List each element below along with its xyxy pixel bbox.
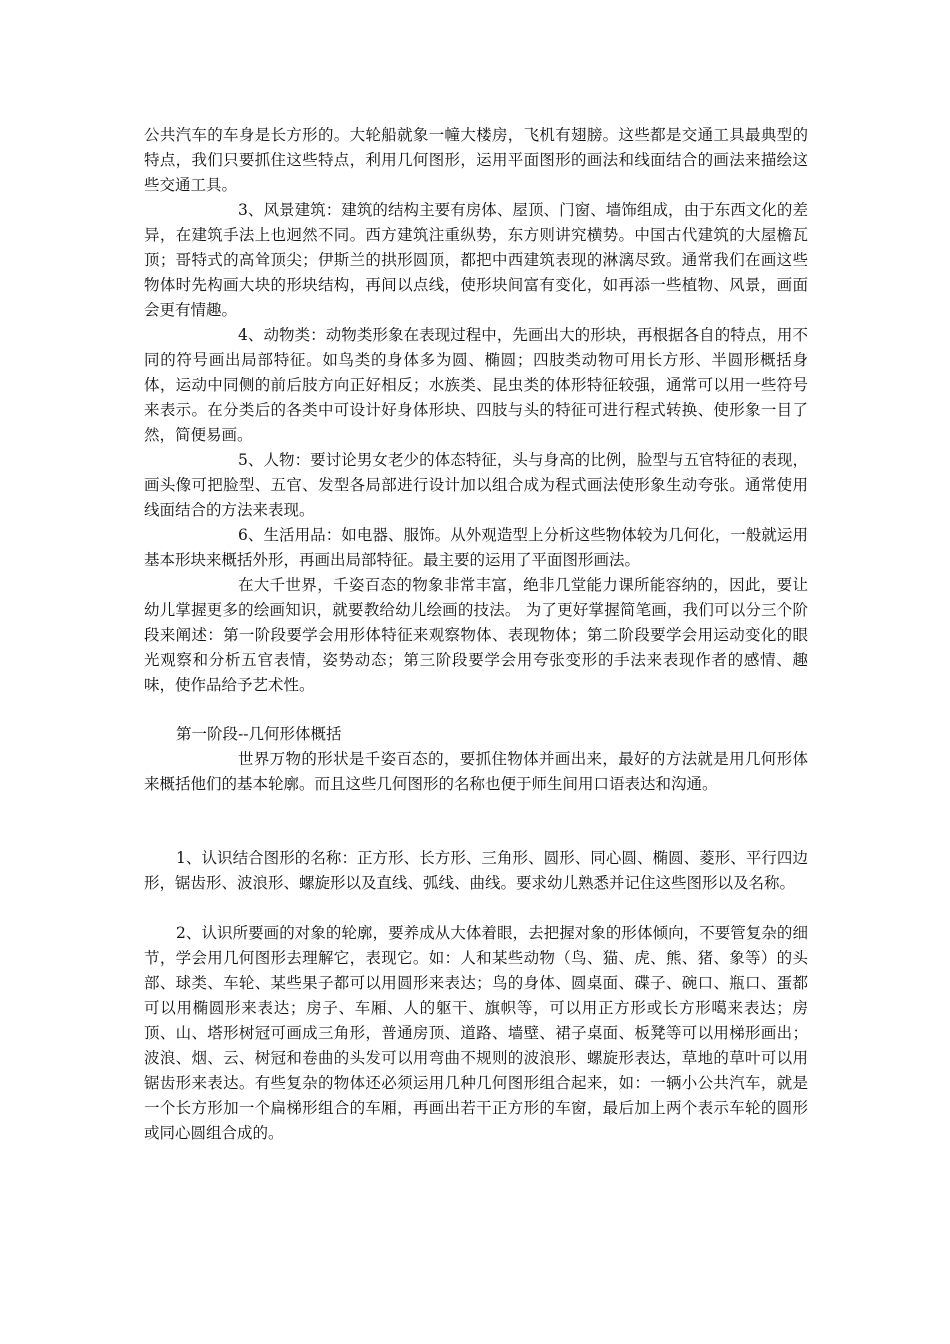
paragraph-architecture: 3、风景建筑：建筑的结构主要有房体、屋顶、门窗、墙饰组成，由于东西文化的差异，在建筑手法上也迥然不同。西方建筑注重纵势，东方则讲究横势。中国古代建筑的大屋檐瓦顶；哥特式的高耸顶尖；伊斯兰的拱形圆顶，都把中西建筑表现的淋漓尽致。通常我们在画这些物体时先构画大块的形块结构，再间以点线，使形块间富有变化，如再添一些植物、风景，画面会更有情趣。	[144, 201, 808, 319]
paragraph-three-stages: 在大千世界，千姿百态的物象非常丰富，绝非几堂能力课所能容纳的，因此，要让幼儿掌握更多的绘画知识，就要教给幼儿绘画的技法。 为了更好掌握简笔画，我们可以分三个阶段来阐述：第一阶段要学会用形体特征来观察物体、表现物体；第二阶段要学会用运动变化的眼光观察和分析五官表情，姿势动态；第三阶段要学会用夸张变形的手法来表现作者的感情、趣味，使作品给予艺术性。	[144, 576, 808, 694]
paragraph-transport: 公共汽车的车身是长方形的。大轮船就象一幢大楼房，飞机有翅膀。这些都是交通工具最典型的特点，我们只要抓住这些特点，利用几何图形，运用平面图形的画法和线面结合的画法来描绘这些交通工具。	[144, 126, 808, 194]
item-shape-names: 1、认识结合图形的名称：正方形、长方形、三角形、圆形、同心圆、椭圆、菱形、平行四边形，锯齿形、波浪形、螺旋形以及直线、弧线、曲线。要求幼儿熟悉并记住这些图形以及名称。	[144, 849, 808, 892]
text-block-categories	[144, 123, 808, 698]
list-item-2	[144, 921, 808, 1146]
item-object-outline: 2、认识所要画的对象的轮廓，要养成从大体着眼，去把握对象的形体倾向，不要管复杂的细节，学会用几何图形去理解它，表现它。如：人和某些动物（鸟、猫、虎、熊、猪、象等）的头部、球类、车轮、某些果子都可以用圆形来表达；鸟的身体、圆桌面、碟子、碗口、瓶口、蛋都可以用椭圆形来表达；房子、车厢、人的躯干、旗帜等，可以用正方形或长方形噶来表达；房顶、山、塔形树冠可画成三角形，普通房顶、道路、墙壁、裙子桌面、板凳等可以用梯形画出；波浪、烟、云、树冠和卷曲的头发可以用弯曲不规则的波浪形、螺旋形表达，草地的草叶可以用锯齿形来表达。有些复杂的物体还必须运用几种几何图形组合起来，如：一辆小公共汽车，就是一个长方形加一个扁梯形组合的车厢，再画出若干正方形的车窗，最后加上两个表示车轮的圆形或同心圆组合成的。	[144, 924, 808, 1142]
list-item-1	[144, 846, 808, 896]
section-heading: 第一阶段--几何形体概括	[176, 725, 342, 743]
paragraph-animals: 4、动物类：动物类形象在表现过程中，先画出大的形块，再根据各自的特点，用不同的符号画出局部特征。如鸟类的身体多为圆、椭圆；四肢类动物可用长方形、半圆形概括身体，运动中同侧的前后肢方向正好相反；水族类、昆虫类的体形特征较强，通常可以用一些符号来表示。在分类后的各类中可设计好身体形块、四肢与头的特征可进行程式转换、使形象一目了然，简便易画。	[144, 326, 808, 444]
section-stage-one	[144, 722, 808, 797]
paragraph-people: 5、人物：要讨论男女老少的体态特征，头与身高的比例，脸型与五官特征的表现，画头像可把脸型、五官、发型各局部进行设计加以组合成为程式画法使形象生动夸张。通常使用线面结合的方法来表现。	[144, 451, 808, 519]
section-intro: 世界万物的形状是千姿百态的，要抓住物体并画出来，最好的方法就是用几何形体来概括他们的基本轮廓。而且这些几何图形的名称也便于师生间用口语表达和沟通。	[144, 750, 808, 793]
paragraph-daily-items: 6、生活用品：如电器、服饰。从外观造型上分析这些物体较为几何化，一般就运用基本形块来概括外形，再画出局部特征。最主要的运用了平面图形画法。	[144, 526, 808, 569]
